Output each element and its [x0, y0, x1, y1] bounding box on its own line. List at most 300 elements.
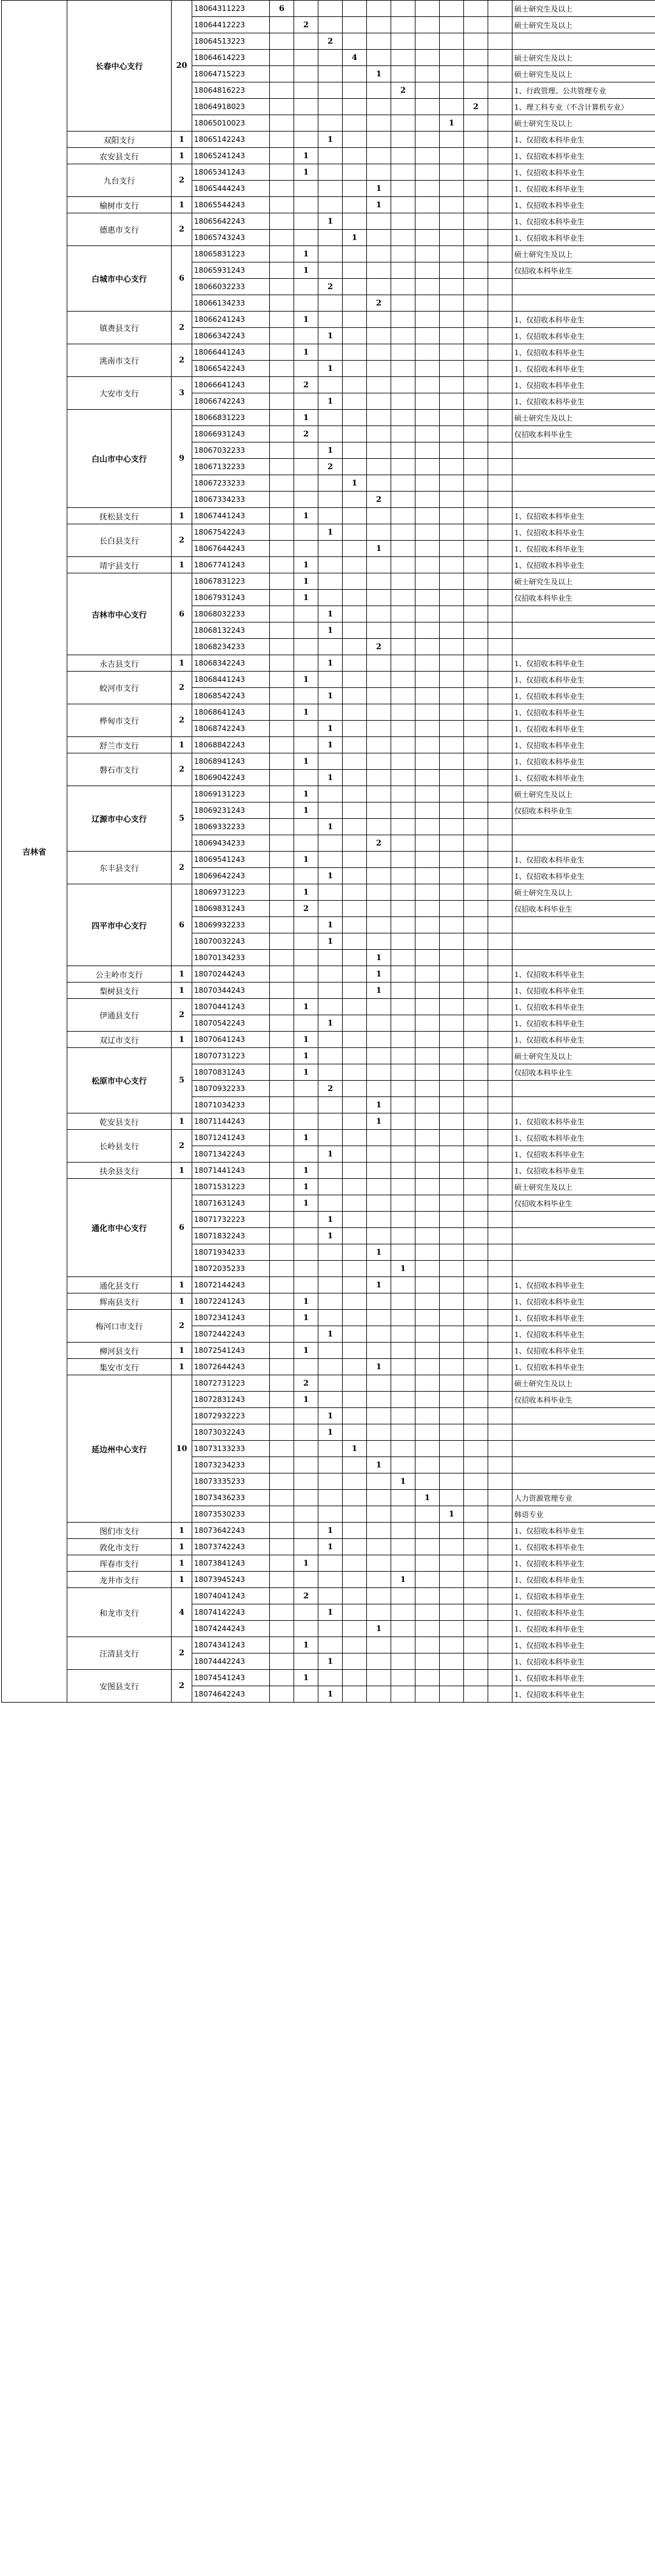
- position-code-cell: 18073945243: [192, 1572, 270, 1588]
- empty-quota-cell: [440, 50, 464, 66]
- empty-quota-cell: [343, 492, 367, 508]
- empty-quota-cell: [270, 1490, 294, 1506]
- branch-total-cell: 6: [172, 573, 192, 655]
- branch-name-cell: 龙井市支行: [67, 1572, 172, 1588]
- requirement-cell: 1、仅招收本科毕业生: [512, 524, 655, 541]
- empty-quota-cell: [415, 1195, 440, 1212]
- empty-quota-cell: [415, 115, 440, 132]
- empty-quota-cell: [343, 99, 367, 115]
- position-code-cell: 18071832243: [192, 1228, 270, 1244]
- empty-quota-cell: [464, 1113, 488, 1130]
- position-code-cell: 18073841243: [192, 1555, 270, 1572]
- empty-quota-cell: [270, 1326, 294, 1343]
- empty-quota-cell: [391, 1277, 415, 1293]
- empty-quota-cell: [318, 181, 343, 197]
- empty-quota-cell: [415, 852, 440, 868]
- position-code-cell: 18067931243: [192, 590, 270, 606]
- empty-quota-cell: [343, 1130, 367, 1146]
- empty-quota-cell: [318, 66, 343, 82]
- branch-name-cell: 白城市中心支行: [67, 246, 172, 312]
- empty-quota-cell: [343, 1424, 367, 1441]
- empty-quota-cell: [488, 1686, 512, 1703]
- table-row: [2, 312, 655, 328]
- position-code-cell: 18070641243: [192, 1032, 270, 1048]
- branch-name-cell: 和龙市支行: [67, 1588, 172, 1637]
- empty-quota-cell: [488, 492, 512, 508]
- requirement-cell: 硕士研究生及以上: [512, 410, 655, 426]
- empty-quota-cell: [391, 344, 415, 361]
- requirement-cell: 1、仅招收本科毕业生: [512, 1539, 655, 1555]
- empty-quota-cell: [343, 999, 367, 1015]
- empty-quota-cell: [270, 1097, 294, 1113]
- branch-total-cell: 2: [172, 1670, 192, 1703]
- quota-cell: 2: [318, 279, 343, 295]
- empty-quota-cell: [294, 541, 318, 557]
- empty-quota-cell: [415, 688, 440, 704]
- empty-quota-cell: [488, 1212, 512, 1228]
- empty-quota-cell: [343, 1081, 367, 1097]
- quota-cell: 1: [391, 1473, 415, 1490]
- empty-quota-cell: [343, 819, 367, 835]
- empty-quota-cell: [270, 442, 294, 459]
- empty-quota-cell: [488, 410, 512, 426]
- empty-quota-cell: [488, 672, 512, 688]
- empty-quota-cell: [318, 802, 343, 819]
- table-row: [2, 1179, 655, 1195]
- position-code-cell: 18065010023: [192, 115, 270, 132]
- empty-quota-cell: [415, 1163, 440, 1179]
- empty-quota-cell: [343, 835, 367, 852]
- empty-quota-cell: [391, 361, 415, 377]
- position-code-cell: 18068842243: [192, 737, 270, 753]
- requirement-cell: 1、理工科专业（不含计算机专业）: [512, 99, 655, 115]
- branch-total-cell: 10: [172, 1375, 192, 1523]
- empty-quota-cell: [488, 361, 512, 377]
- empty-quota-cell: [367, 1310, 391, 1326]
- table-row: [2, 1555, 655, 1572]
- empty-quota-cell: [270, 1686, 294, 1703]
- quota-cell: 1: [318, 917, 343, 933]
- empty-quota-cell: [270, 230, 294, 246]
- branch-total-cell: 1: [172, 197, 192, 213]
- empty-quota-cell: [415, 1130, 440, 1146]
- empty-quota-cell: [464, 655, 488, 672]
- empty-quota-cell: [488, 1310, 512, 1326]
- branch-name-cell: 德惠市支行: [67, 213, 172, 246]
- empty-quota-cell: [440, 17, 464, 33]
- quota-cell: 1: [318, 770, 343, 786]
- empty-quota-cell: [415, 704, 440, 721]
- empty-quota-cell: [391, 181, 415, 197]
- position-code-cell: 18073032243: [192, 1424, 270, 1441]
- quota-cell: 1: [367, 1244, 391, 1261]
- empty-quota-cell: [440, 197, 464, 213]
- empty-quota-cell: [391, 1375, 415, 1392]
- branch-total-cell: 1: [172, 737, 192, 753]
- empty-quota-cell: [391, 573, 415, 590]
- empty-quota-cell: [464, 1506, 488, 1523]
- empty-quota-cell: [488, 884, 512, 901]
- quota-cell: 1: [367, 541, 391, 557]
- empty-quota-cell: [343, 802, 367, 819]
- empty-quota-cell: [464, 672, 488, 688]
- empty-quota-cell: [440, 82, 464, 99]
- table-row: [2, 737, 655, 753]
- empty-quota-cell: [343, 1539, 367, 1555]
- empty-quota-cell: [270, 33, 294, 50]
- empty-quota-cell: [464, 819, 488, 835]
- requirement-cell: [512, 1097, 655, 1113]
- empty-quota-cell: [270, 1195, 294, 1212]
- quota-cell: 1: [294, 1130, 318, 1146]
- empty-quota-cell: [343, 868, 367, 884]
- quota-cell: 2: [367, 492, 391, 508]
- empty-quota-cell: [464, 1441, 488, 1457]
- position-code-cell: 18069332233: [192, 819, 270, 835]
- empty-quota-cell: [343, 1195, 367, 1212]
- empty-quota-cell: [488, 50, 512, 66]
- empty-quota-cell: [391, 1179, 415, 1195]
- position-code-cell: 18067233233: [192, 475, 270, 492]
- table-row: [2, 1572, 655, 1588]
- empty-quota-cell: [464, 573, 488, 590]
- empty-quota-cell: [294, 1146, 318, 1163]
- empty-quota-cell: [415, 213, 440, 230]
- empty-quota-cell: [464, 508, 488, 524]
- position-code-cell: 18070344243: [192, 983, 270, 999]
- empty-quota-cell: [343, 1097, 367, 1113]
- empty-quota-cell: [391, 115, 415, 132]
- branch-total-cell: 6: [172, 884, 192, 966]
- empty-quota-cell: [415, 393, 440, 410]
- position-code-cell: 18070831243: [192, 1064, 270, 1081]
- empty-quota-cell: [440, 590, 464, 606]
- quota-cell: 1: [367, 1277, 391, 1293]
- table-row: [2, 1, 655, 17]
- empty-quota-cell: [343, 442, 367, 459]
- quota-cell: 1: [318, 1408, 343, 1424]
- empty-quota-cell: [488, 1, 512, 17]
- empty-quota-cell: [391, 1539, 415, 1555]
- empty-quota-cell: [391, 917, 415, 933]
- empty-quota-cell: [415, 1653, 440, 1670]
- empty-quota-cell: [294, 983, 318, 999]
- empty-quota-cell: [343, 1, 367, 17]
- table-row: [2, 344, 655, 361]
- empty-quota-cell: [343, 1343, 367, 1359]
- position-code-cell: 18068542243: [192, 688, 270, 704]
- empty-quota-cell: [391, 132, 415, 148]
- empty-quota-cell: [270, 1032, 294, 1048]
- empty-quota-cell: [488, 328, 512, 344]
- requirement-cell: 1、仅招收本科毕业生: [512, 312, 655, 328]
- empty-quota-cell: [343, 33, 367, 50]
- empty-quota-cell: [391, 328, 415, 344]
- empty-quota-cell: [464, 737, 488, 753]
- requirement-cell: 1、仅招收本科毕业生: [512, 966, 655, 983]
- empty-quota-cell: [367, 1179, 391, 1195]
- empty-quota-cell: [367, 1163, 391, 1179]
- quota-cell: 1: [318, 933, 343, 950]
- empty-quota-cell: [367, 148, 391, 164]
- empty-quota-cell: [270, 983, 294, 999]
- empty-quota-cell: [440, 983, 464, 999]
- empty-quota-cell: [318, 672, 343, 688]
- empty-quota-cell: [464, 1359, 488, 1375]
- position-code-cell: 18064614223: [192, 50, 270, 66]
- requirement-cell: [512, 950, 655, 966]
- empty-quota-cell: [488, 344, 512, 361]
- requirement-cell: 1、仅招收本科毕业生: [512, 508, 655, 524]
- branch-total-cell: 1: [172, 1539, 192, 1555]
- empty-quota-cell: [343, 1653, 367, 1670]
- empty-quota-cell: [294, 279, 318, 295]
- requirement-cell: 1、仅招收本科毕业生: [512, 393, 655, 410]
- requirement-cell: [512, 933, 655, 950]
- quota-cell: 1: [294, 672, 318, 688]
- empty-quota-cell: [294, 475, 318, 492]
- empty-quota-cell: [318, 246, 343, 262]
- empty-quota-cell: [464, 590, 488, 606]
- empty-quota-cell: [318, 410, 343, 426]
- quota-cell: 1: [318, 868, 343, 884]
- empty-quota-cell: [270, 1015, 294, 1032]
- empty-quota-cell: [464, 868, 488, 884]
- branch-name-cell: 安图县支行: [67, 1670, 172, 1703]
- empty-quota-cell: [464, 721, 488, 737]
- empty-quota-cell: [270, 1637, 294, 1653]
- requirement-cell: 1、仅招收本科毕业生: [512, 737, 655, 753]
- empty-quota-cell: [391, 50, 415, 66]
- empty-quota-cell: [391, 377, 415, 393]
- quota-cell: 1: [318, 524, 343, 541]
- branch-name-cell: 镇赉县支行: [67, 312, 172, 344]
- position-code-cell: 18074142243: [192, 1604, 270, 1621]
- empty-quota-cell: [294, 1539, 318, 1555]
- empty-quota-cell: [464, 115, 488, 132]
- branch-total-cell: 1: [172, 1293, 192, 1310]
- position-code-cell: 18065241243: [192, 148, 270, 164]
- empty-quota-cell: [464, 393, 488, 410]
- empty-quota-cell: [318, 704, 343, 721]
- empty-quota-cell: [440, 1686, 464, 1703]
- empty-quota-cell: [270, 933, 294, 950]
- empty-quota-cell: [391, 1146, 415, 1163]
- position-code-cell: 18070244243: [192, 966, 270, 983]
- empty-quota-cell: [294, 230, 318, 246]
- empty-quota-cell: [464, 1212, 488, 1228]
- empty-quota-cell: [488, 1130, 512, 1146]
- empty-quota-cell: [270, 1130, 294, 1146]
- table-row: [2, 524, 655, 541]
- empty-quota-cell: [318, 1261, 343, 1277]
- empty-quota-cell: [343, 590, 367, 606]
- quota-cell: 6: [270, 1, 294, 17]
- quota-cell: 2: [294, 377, 318, 393]
- empty-quota-cell: [415, 541, 440, 557]
- branch-total-cell: 2: [172, 1637, 192, 1670]
- empty-quota-cell: [464, 639, 488, 655]
- empty-quota-cell: [415, 1146, 440, 1163]
- empty-quota-cell: [318, 17, 343, 33]
- empty-quota-cell: [464, 82, 488, 99]
- empty-quota-cell: [343, 459, 367, 475]
- branch-total-cell: 1: [172, 557, 192, 573]
- quota-cell: 1: [294, 753, 318, 770]
- table-row: [2, 410, 655, 426]
- branch-total-cell: 2: [172, 999, 192, 1032]
- branch-name-cell: 梨树县支行: [67, 983, 172, 999]
- table-row: [2, 852, 655, 868]
- empty-quota-cell: [270, 950, 294, 966]
- quota-cell: 1: [367, 1097, 391, 1113]
- branch-total-cell: 2: [172, 1310, 192, 1343]
- position-code-cell: 18067644243: [192, 541, 270, 557]
- empty-quota-cell: [488, 1523, 512, 1539]
- empty-quota-cell: [464, 66, 488, 82]
- position-code-cell: 18071034233: [192, 1097, 270, 1113]
- empty-quota-cell: [270, 835, 294, 852]
- empty-quota-cell: [488, 688, 512, 704]
- empty-quota-cell: [343, 148, 367, 164]
- table-row: [2, 246, 655, 262]
- empty-quota-cell: [415, 1310, 440, 1326]
- branch-total-cell: 2: [172, 704, 192, 737]
- quota-cell: 1: [367, 983, 391, 999]
- empty-quota-cell: [488, 1490, 512, 1506]
- empty-quota-cell: [391, 33, 415, 50]
- branch-name-cell: 辽源市中心支行: [67, 786, 172, 852]
- branch-total-cell: 1: [172, 655, 192, 672]
- quota-cell: 1: [440, 1506, 464, 1523]
- quota-cell: 1: [294, 704, 318, 721]
- empty-quota-cell: [440, 1604, 464, 1621]
- empty-quota-cell: [318, 1343, 343, 1359]
- empty-quota-cell: [367, 442, 391, 459]
- empty-quota-cell: [367, 115, 391, 132]
- position-code-cell: 18069642243: [192, 868, 270, 884]
- empty-quota-cell: [270, 262, 294, 279]
- empty-quota-cell: [488, 213, 512, 230]
- empty-quota-cell: [415, 1604, 440, 1621]
- empty-quota-cell: [391, 606, 415, 622]
- quota-cell: 4: [343, 50, 367, 66]
- empty-quota-cell: [270, 1375, 294, 1392]
- table-row: [2, 1293, 655, 1310]
- quota-cell: 1: [294, 884, 318, 901]
- requirement-cell: 1、仅招收本科毕业生: [512, 197, 655, 213]
- position-code-cell: 18066931243: [192, 426, 270, 442]
- recruitment-table: [1, 0, 655, 1703]
- empty-quota-cell: [415, 737, 440, 753]
- empty-quota-cell: [440, 1441, 464, 1457]
- empty-quota-cell: [318, 508, 343, 524]
- quota-cell: 1: [294, 1048, 318, 1064]
- empty-quota-cell: [270, 1179, 294, 1195]
- empty-quota-cell: [270, 1670, 294, 1686]
- empty-quota-cell: [367, 508, 391, 524]
- quota-cell: 1: [294, 1032, 318, 1048]
- empty-quota-cell: [464, 1343, 488, 1359]
- empty-quota-cell: [270, 410, 294, 426]
- empty-quota-cell: [270, 1064, 294, 1081]
- requirement-cell: [512, 639, 655, 655]
- empty-quota-cell: [318, 1392, 343, 1408]
- empty-quota-cell: [415, 1326, 440, 1343]
- empty-quota-cell: [367, 1588, 391, 1604]
- empty-quota-cell: [343, 606, 367, 622]
- table-row: [2, 377, 655, 393]
- empty-quota-cell: [415, 1015, 440, 1032]
- empty-quota-cell: [391, 622, 415, 639]
- empty-quota-cell: [367, 786, 391, 802]
- quota-cell: 1: [294, 802, 318, 819]
- empty-quota-cell: [318, 50, 343, 66]
- empty-quota-cell: [464, 770, 488, 786]
- empty-quota-cell: [367, 590, 391, 606]
- empty-quota-cell: [488, 1277, 512, 1293]
- quota-cell: 1: [294, 1163, 318, 1179]
- empty-quota-cell: [488, 606, 512, 622]
- position-code-cell: 18071732223: [192, 1212, 270, 1228]
- quota-cell: 2: [367, 835, 391, 852]
- requirement-cell: [512, 1408, 655, 1424]
- empty-quota-cell: [464, 213, 488, 230]
- position-code-cell: 18065142243: [192, 132, 270, 148]
- empty-quota-cell: [294, 737, 318, 753]
- empty-quota-cell: [415, 1555, 440, 1572]
- position-code-cell: 18064412223: [192, 17, 270, 33]
- empty-quota-cell: [391, 1457, 415, 1473]
- empty-quota-cell: [294, 1424, 318, 1441]
- position-code-cell: 18071631243: [192, 1195, 270, 1212]
- position-code-cell: 18072541243: [192, 1343, 270, 1359]
- empty-quota-cell: [294, 770, 318, 786]
- requirement-cell: 1、仅招收本科毕业生: [512, 999, 655, 1015]
- empty-quota-cell: [391, 1408, 415, 1424]
- quota-cell: 1: [318, 1653, 343, 1670]
- branch-name-cell: 柳河县支行: [67, 1343, 172, 1359]
- quota-cell: 1: [294, 1064, 318, 1081]
- position-code-cell: 18069831243: [192, 901, 270, 917]
- table-row: [2, 1130, 655, 1146]
- empty-quota-cell: [318, 999, 343, 1015]
- requirement-cell: [512, 1424, 655, 1441]
- empty-quota-cell: [415, 901, 440, 917]
- empty-quota-cell: [440, 410, 464, 426]
- branch-name-cell: 汪清县支行: [67, 1637, 172, 1670]
- empty-quota-cell: [415, 917, 440, 933]
- empty-quota-cell: [367, 410, 391, 426]
- requirement-cell: 1、仅招收本科毕业生: [512, 377, 655, 393]
- requirement-cell: 仅招收本科毕业生: [512, 802, 655, 819]
- requirement-cell: 1、仅招收本科毕业生: [512, 1359, 655, 1375]
- empty-quota-cell: [318, 1277, 343, 1293]
- branch-total-cell: 2: [172, 312, 192, 344]
- empty-quota-cell: [415, 819, 440, 835]
- empty-quota-cell: [415, 1621, 440, 1637]
- empty-quota-cell: [488, 1670, 512, 1686]
- empty-quota-cell: [464, 1032, 488, 1048]
- position-code-cell: 18070134233: [192, 950, 270, 966]
- empty-quota-cell: [391, 1506, 415, 1523]
- empty-quota-cell: [270, 1277, 294, 1293]
- empty-quota-cell: [318, 1032, 343, 1048]
- quota-cell: 1: [367, 66, 391, 82]
- empty-quota-cell: [488, 246, 512, 262]
- empty-quota-cell: [367, 82, 391, 99]
- empty-quota-cell: [343, 1032, 367, 1048]
